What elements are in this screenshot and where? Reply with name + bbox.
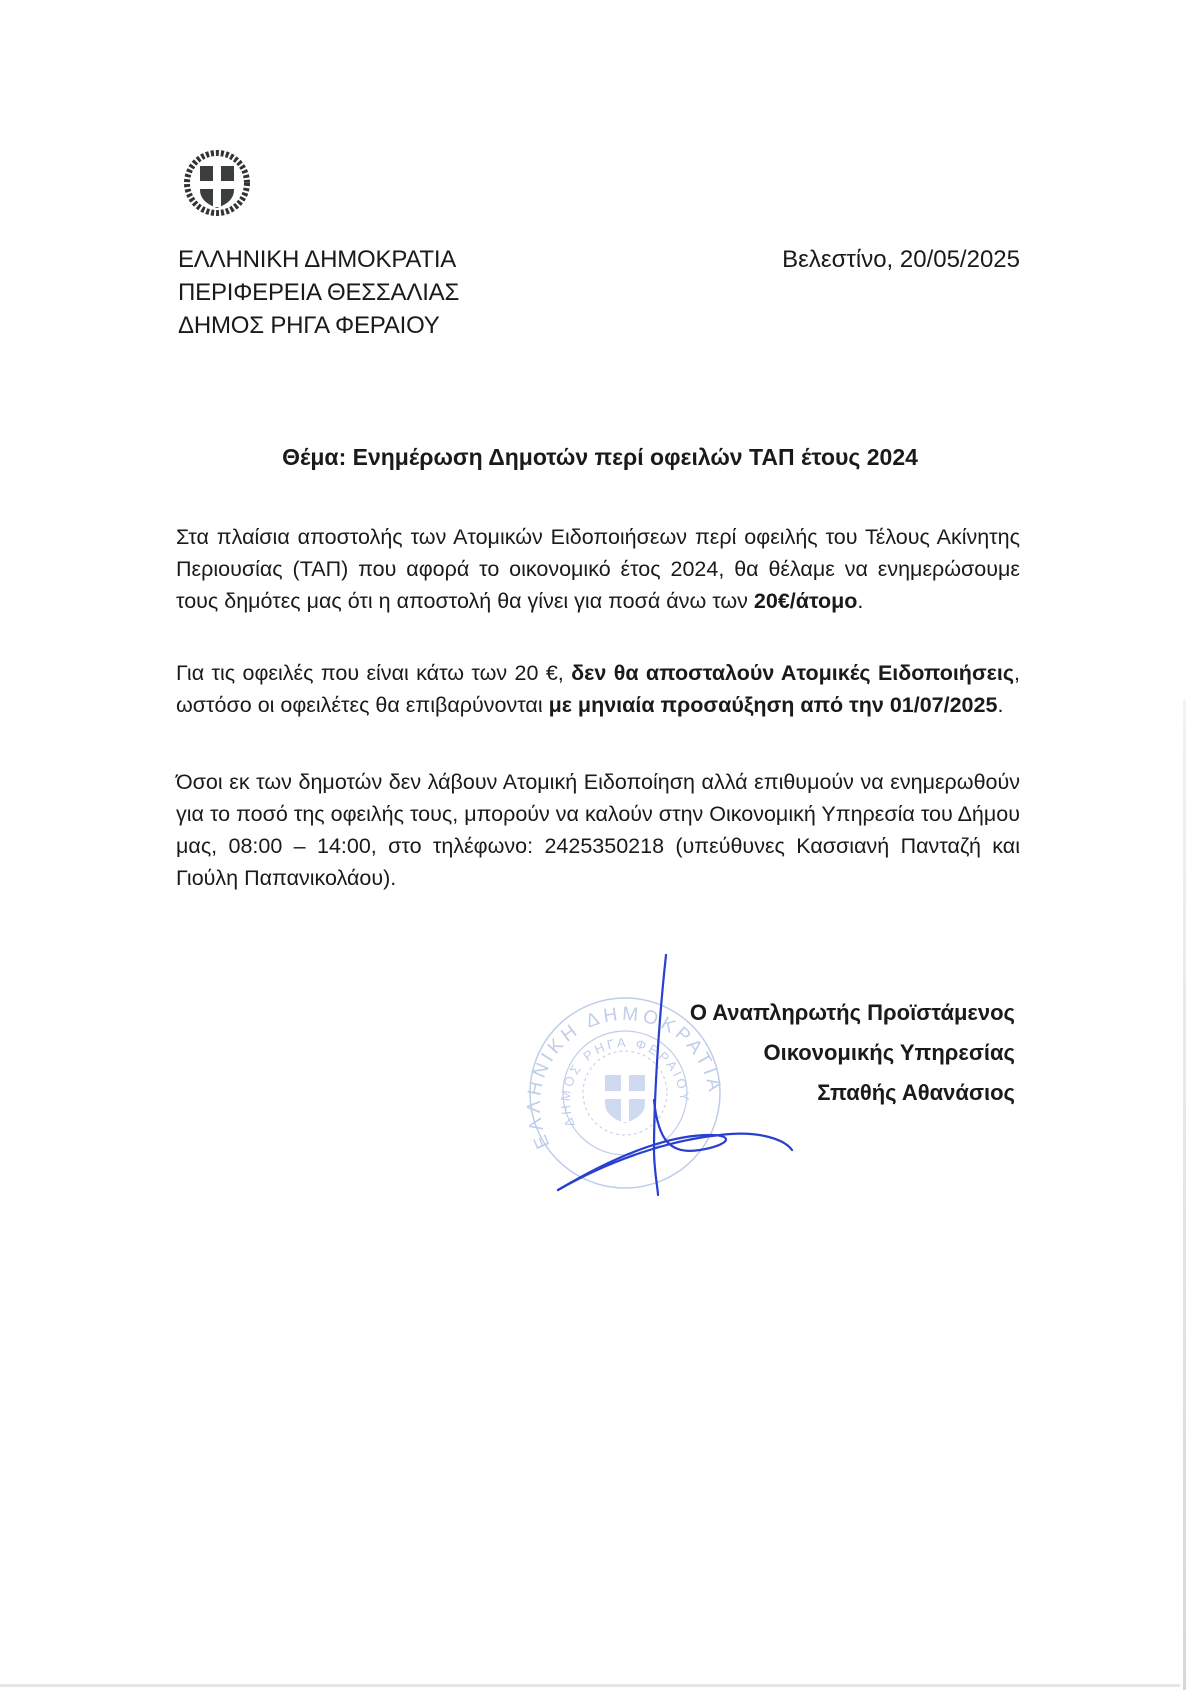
paragraph-2: Για τις οφειλές που είναι κάτω των 20 €, δεν θα αποσταλούν Ατομικές Ειδοποιήσεις, ωστόσο οι οφειλέτες θα επιβαρύνονται με μηνιαία προσαύξηση από την 01/07/2025. [176, 661, 1020, 717]
paragraph-1: Στα πλαίσια αποστολής των Ατομικών Ειδοποιήσεων περί οφειλής του Τέλους Ακίνητης Περιουσίας (ΤΑΠ) που αφορά το οικονομικό έτος 2024, θα θέλαμε να ενημερώσουμε τους δημότες μας ότι η αποστολή θα γίνει για ποσά άνω των 20€/άτομο. [176, 525, 1020, 613]
issuer-header [178, 243, 459, 342]
scan-edge-right [1183, 700, 1186, 1690]
signatory-title: Ο Αναπληρωτής Προϊστάμενος [689, 1000, 1015, 1025]
handwritten-signature-icon [540, 950, 840, 1210]
greek-coat-of-arms-icon [182, 146, 252, 220]
place-date: Βελεστίνο, 20/05/2025 [782, 246, 1020, 273]
no-notice-notice: δεν θα αποσταλούν Ατομικές Ειδοποιήσεις [571, 661, 1015, 685]
svg-text:ΕΛΛΗΝΙΚΗ ΔΗΜΟΚΡΑΤΙΑ: ΕΛΛΗΝΙΚΗ ΔΗΜΟΚΡΑΤΙΑ [523, 1003, 726, 1152]
scan-edge-bottom [0, 1684, 1180, 1687]
signatory-department: Οικονομικής Υπηρεσίας [763, 1040, 1015, 1065]
surcharge-notice: με μηνιαία προσαύξηση από την 01/07/2025 [548, 693, 998, 717]
paragraph-3: Όσοι εκ των δημοτών δεν λάβουν Ατομική Ειδοποίηση αλλά επιθυμούν να ενημερωθούν για το ποσό της οφειλής τους, μπορούν να καλούν στην Οικονομική Υπηρεσία του Δήμου μας, 08:00 – 14:00, στο τηλέφωνο: 2425350218 (υπεύθυνες Κασσιανή Πανταζή και Γιούλη Παπανικολάου). [176, 770, 1020, 890]
amount-threshold: 20€/άτομο [753, 589, 858, 613]
header-line-republic: ΕΛΛΗΝΙΚΗ ΔΗΜΟΚΡΑΤΙΑ [178, 246, 457, 273]
subject-heading: Θέμα: Ενημέρωση Δημοτών περί οφειλών ΤΑΠ έτους 2024 [282, 444, 918, 470]
svg-text:ΔΗΜΟΣ ΡΗΓΑ ΦΕΡΑΙΟΥ: ΔΗΜΟΣ ΡΗΓΑ ΦΕΡΑΙΟΥ [557, 1034, 693, 1130]
header-line-municipality: ΔΗΜΟΣ ΡΗΓΑ ΦΕΡΑΙΟΥ [178, 312, 440, 339]
header-line-region: ΠΕΡΙΦΕΡΕΙΑ ΘΕΣΣΑΛΙΑΣ [178, 279, 460, 306]
signatory-name: Σπαθής Αθανάσιος [817, 1080, 1015, 1105]
